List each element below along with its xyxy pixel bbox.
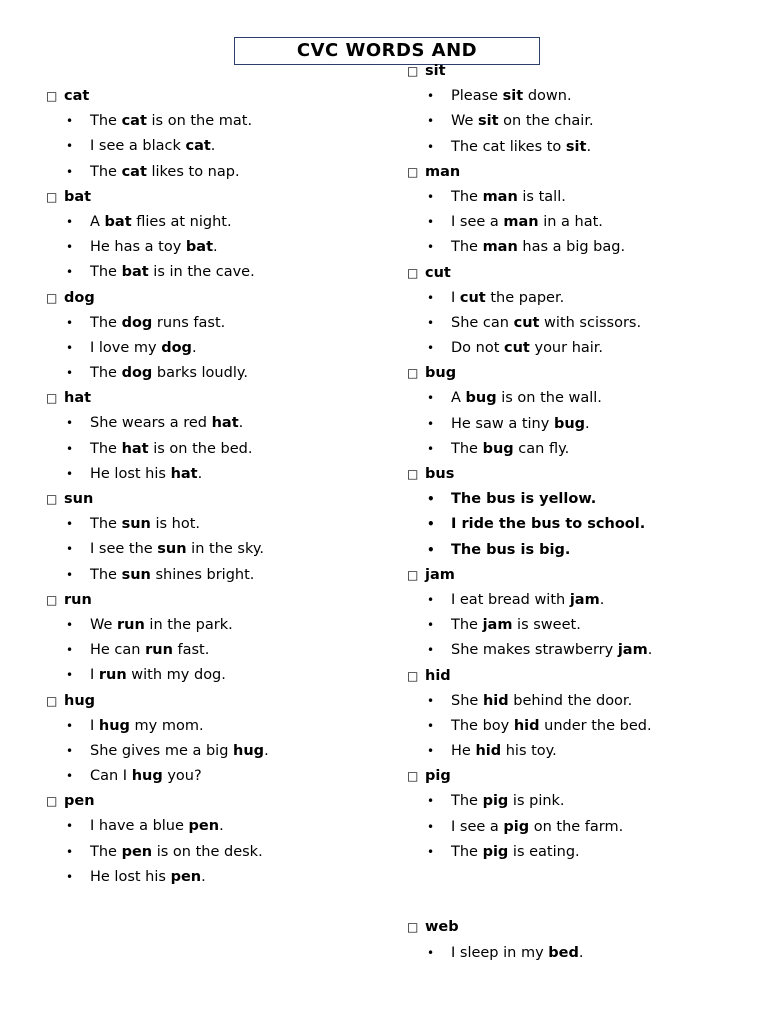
spacer (407, 867, 652, 892)
page-title: CVC WORDS AND (234, 37, 540, 65)
cvc-word: hat (64, 390, 92, 407)
checkbox-icon: □ (407, 265, 419, 280)
example-sentence (46, 615, 269, 640)
sentence-text: in the park. (144, 616, 233, 633)
cvc-word-heading (407, 917, 652, 942)
sentence-target-word: bed (548, 944, 579, 961)
sentence-text: barks loudly. (152, 365, 248, 382)
checkbox-icon: □ (46, 189, 58, 204)
cvc-word: dog (64, 289, 95, 306)
example-sentence (46, 716, 269, 741)
cvc-word: cut (425, 264, 451, 281)
sentence-text: on the farm. (529, 818, 624, 835)
sentence-text: is pink. (508, 793, 565, 810)
bullet-icon: • (66, 416, 74, 431)
sentence-text: behind the door. (508, 692, 633, 709)
sentence-text: Please (451, 88, 503, 105)
example-sentence (46, 842, 269, 867)
bullet-icon: • (427, 189, 435, 204)
bullet-icon: • (427, 492, 435, 507)
example-sentence (46, 539, 269, 564)
sentence-text: is tall. (517, 188, 566, 205)
sentence-target-word: pig (482, 843, 509, 860)
example-sentence (46, 439, 269, 464)
cvc-word: web (425, 919, 459, 936)
bullet-icon: • (66, 466, 74, 481)
cvc-word: bus (425, 466, 455, 482)
example-sentence (46, 816, 269, 841)
cvc-word: man (425, 163, 461, 180)
example-sentence (407, 313, 652, 338)
bullet-icon: • (427, 139, 435, 154)
sentence-text: with my dog. (126, 667, 226, 684)
sentence-text: runs fast. (152, 314, 226, 331)
example-sentence (407, 86, 652, 111)
cvc-word-heading (407, 363, 652, 388)
example-sentence (407, 111, 652, 136)
bullet-icon: • (66, 517, 74, 532)
sentence-target-word: cut (513, 314, 540, 331)
example-sentence (407, 439, 652, 464)
cvc-word-heading (46, 489, 269, 514)
example-sentence (46, 413, 269, 438)
bullet-icon: • (427, 290, 435, 305)
sentence-text: is hot. (150, 516, 201, 533)
sentence-text: . (599, 591, 605, 608)
bullet-icon: • (66, 214, 74, 229)
sentence-target-word: hug (98, 717, 130, 734)
sentence-target-word: pen (170, 868, 202, 885)
sentence-target-word: sit (502, 88, 524, 105)
example-sentence (46, 867, 269, 892)
sentence-text: is eating. (508, 843, 580, 860)
sentence-text: . (586, 138, 592, 155)
sentence-target-word: cat (121, 163, 147, 180)
example-sentence (407, 338, 652, 363)
checkbox-icon: □ (46, 794, 58, 809)
sentence-text: . (238, 415, 244, 432)
sentence-target-word: cat (185, 138, 211, 155)
bullet-icon: • (66, 114, 74, 129)
sentence-target-word: bat (185, 239, 214, 256)
sentence-text: shines bright. (150, 566, 255, 583)
example-sentence (46, 665, 269, 690)
sentence-target-word: hid (513, 717, 540, 734)
sentence-target-word: jam (569, 591, 600, 608)
bullet-icon: • (427, 643, 435, 658)
sentence-text: The boy (451, 717, 514, 734)
sentence-text: We (90, 616, 118, 633)
example-sentence (46, 514, 269, 539)
sentence-text: I see the (90, 541, 158, 558)
sentence-text: The (451, 617, 483, 634)
sentence-target-word: bug (465, 390, 497, 407)
checkbox-icon: □ (407, 366, 419, 381)
cvc-word-heading (407, 464, 652, 489)
cvc-word: bug (425, 365, 457, 382)
sentence-text: I see a (451, 214, 504, 231)
sentence-target-word: sit (565, 138, 587, 155)
bullet-icon: • (427, 341, 435, 356)
example-sentence (46, 136, 269, 161)
sentence-text: has a big bag. (517, 239, 626, 256)
bullet-icon: • (66, 769, 74, 784)
example-sentence (46, 162, 269, 187)
example-sentence (407, 615, 652, 640)
sentence-text: . (197, 465, 203, 482)
sentence-text: I (451, 289, 460, 306)
sentence-text: He lost his (90, 868, 171, 885)
sentence-text: is on the bed. (148, 440, 253, 457)
sentence-text: . (210, 138, 216, 155)
sentence-text: She gives me a big (90, 742, 234, 759)
example-sentence (407, 817, 652, 842)
sentence-target-word: pig (503, 818, 530, 835)
sentence-text: the paper. (485, 289, 565, 306)
example-sentence (407, 716, 652, 741)
bullet-icon: • (66, 164, 74, 179)
cvc-word: hid (425, 667, 451, 684)
bullet-icon: • (427, 441, 435, 456)
example-sentence (46, 338, 269, 363)
sentence-text: I ride the bus to school. (451, 516, 646, 533)
sentence-text: He (451, 743, 476, 760)
cvc-word-heading (46, 691, 269, 716)
example-sentence (407, 237, 652, 262)
sentence-text: He can (90, 642, 146, 659)
sentence-text: I (90, 667, 99, 684)
sentence-text: The (90, 516, 122, 533)
sentence-text: We (451, 113, 479, 130)
example-sentence (407, 187, 652, 212)
example-sentence (46, 212, 269, 237)
sentence-text: I (90, 717, 99, 734)
checkbox-icon: □ (46, 592, 58, 607)
sentence-text: The (451, 188, 483, 205)
bullet-icon: • (427, 114, 435, 129)
example-sentence (407, 842, 652, 867)
example-sentence (46, 741, 269, 766)
example-sentence (407, 590, 652, 615)
sentence-text: can fly. (513, 440, 570, 457)
bullet-icon: • (427, 215, 435, 230)
sentence-text: The cat likes to (451, 138, 566, 155)
right-word-list (407, 61, 652, 968)
cvc-word-heading (46, 86, 269, 111)
bullet-icon: • (66, 265, 74, 280)
sentence-text: I sleep in my (451, 944, 549, 961)
bullet-icon: • (66, 743, 74, 758)
bullet-icon: • (66, 869, 74, 884)
sentence-text: A (90, 213, 105, 230)
bullet-icon: • (427, 391, 435, 406)
sentence-text: The (90, 163, 122, 180)
sentence-text: The (90, 566, 122, 583)
cvc-word: pig (425, 768, 451, 785)
sentence-text: his toy. (501, 743, 557, 760)
checkbox-icon: □ (407, 668, 419, 683)
sentence-target-word: sun (157, 541, 187, 558)
cvc-word-heading (46, 288, 269, 313)
sentence-target-word: hat (170, 465, 198, 482)
sentence-text: I eat bread with (451, 591, 570, 608)
example-sentence (407, 540, 652, 565)
bullet-icon: • (66, 617, 74, 632)
sentence-text: The bus is big. (451, 541, 571, 558)
sentence-text: under the bed. (539, 717, 652, 734)
bullet-icon: • (427, 945, 435, 960)
sentence-text: . (264, 742, 269, 759)
example-sentence (407, 489, 652, 514)
example-sentence (407, 691, 652, 716)
sentence-text: The (90, 440, 122, 457)
sentence-text: is on the desk. (152, 843, 263, 860)
sentence-target-word: sun (121, 566, 151, 583)
sentence-text: . (191, 339, 197, 356)
sentence-text: in the sky. (186, 541, 264, 558)
example-sentence (46, 640, 269, 665)
sentence-target-word: hug (131, 768, 163, 785)
bullet-icon: • (66, 819, 74, 834)
sentence-target-word: jam (482, 617, 513, 634)
checkbox-icon: □ (407, 467, 419, 481)
sentence-text: She makes strawberry (451, 642, 618, 659)
sentence-target-word: man (482, 188, 518, 205)
bullet-icon: • (427, 718, 435, 733)
sentence-text: your hair. (529, 340, 604, 357)
sentence-text: The (451, 793, 483, 810)
bullet-icon: • (66, 844, 74, 859)
cvc-word-heading (46, 187, 269, 212)
sentence-target-word: cut (504, 340, 530, 357)
sentence-text: is on the wall. (496, 390, 602, 407)
sentence-target-word: pen (188, 818, 220, 835)
sentence-target-word: bug (553, 415, 586, 432)
sentence-text: He has a toy (90, 239, 186, 256)
sentence-text: She (451, 692, 483, 709)
bullet-icon: • (66, 567, 74, 582)
sentence-text: The (451, 440, 483, 457)
sentence-text: I have a blue (90, 818, 189, 835)
cvc-word: bat (64, 188, 92, 205)
bullet-icon: • (427, 592, 435, 607)
sentence-text: A (451, 390, 466, 407)
sentence-text: She can (451, 314, 514, 331)
bullet-icon: • (427, 89, 435, 104)
example-sentence (46, 111, 269, 136)
sentence-text: The (451, 239, 483, 256)
sentence-target-word: jam (617, 642, 648, 659)
example-sentence (407, 514, 652, 539)
cvc-word-heading (407, 61, 652, 86)
sentence-text: . (213, 239, 218, 256)
sentence-text: you? (162, 768, 202, 785)
example-sentence (46, 464, 269, 489)
bullet-icon: • (66, 340, 74, 355)
sentence-target-word: dog (121, 314, 153, 331)
checkbox-icon: □ (407, 567, 419, 582)
cvc-word-heading (407, 565, 652, 590)
cvc-word-heading (46, 388, 269, 413)
sentence-text: in a hat. (538, 214, 603, 231)
bullet-icon: • (66, 441, 74, 456)
sentence-target-word: bug (482, 440, 514, 457)
sentence-target-word: bat (121, 264, 149, 281)
checkbox-icon: □ (407, 64, 419, 78)
checkbox-icon: □ (407, 920, 419, 935)
sentence-text: The (90, 365, 122, 382)
example-sentence (407, 943, 652, 968)
cvc-word: cat (64, 88, 90, 104)
sentence-text: likes to nap. (146, 163, 240, 180)
sentence-text: is on the mat. (146, 113, 253, 130)
checkbox-icon: □ (46, 492, 58, 506)
example-sentence (407, 414, 652, 439)
cvc-word-heading (46, 791, 269, 816)
bullet-icon: • (66, 366, 74, 381)
checkbox-icon: □ (407, 164, 419, 179)
sentence-text: She wears a red (90, 415, 212, 432)
bullet-icon: • (66, 643, 74, 658)
bullet-icon: • (427, 315, 435, 330)
sentence-text: Do not (451, 340, 505, 357)
bullet-icon: • (427, 794, 435, 809)
bullet-icon: • (427, 693, 435, 708)
sentence-text: with scissors. (539, 314, 642, 331)
bullet-icon: • (427, 240, 435, 255)
bullet-icon: • (427, 517, 435, 532)
checkbox-icon: □ (46, 391, 58, 406)
sentence-target-word: pen (121, 843, 153, 860)
sentence-target-word: run (117, 616, 145, 633)
bullet-icon: • (427, 542, 435, 557)
bullet-icon: • (66, 668, 74, 683)
sentence-text: is in the cave. (148, 264, 255, 281)
sentence-target-word: run (98, 667, 127, 684)
example-sentence (407, 388, 652, 413)
sentence-text: flies at night. (131, 213, 232, 230)
sentence-text: Can I (90, 768, 132, 785)
left-word-list (46, 86, 269, 892)
cvc-word: hug (64, 692, 96, 709)
sentence-text: is sweet. (512, 617, 581, 634)
sentence-text: . (201, 868, 206, 885)
example-sentence (407, 288, 652, 313)
cvc-word: run (64, 591, 92, 608)
example-sentence (46, 237, 269, 262)
cvc-word-heading (407, 766, 652, 791)
checkbox-icon: □ (407, 769, 419, 784)
sentence-target-word: run (145, 642, 173, 659)
sentence-target-word: hug (233, 742, 265, 759)
example-sentence (407, 212, 652, 237)
bullet-icon: • (427, 844, 435, 859)
sentence-target-word: hat (121, 440, 149, 457)
cvc-word-heading (46, 590, 269, 615)
cvc-word: sit (425, 63, 446, 79)
bullet-icon: • (427, 819, 435, 834)
bullet-icon: • (66, 240, 74, 255)
sentence-target-word: pig (482, 793, 509, 810)
sentence-target-word: bat (104, 213, 132, 230)
sentence-target-word: hat (211, 415, 239, 432)
sentence-target-word: cut (459, 289, 486, 306)
sentence-text: on the chair. (498, 113, 594, 130)
bullet-icon: • (66, 718, 74, 733)
example-sentence (407, 137, 652, 162)
cvc-word-heading (407, 162, 652, 187)
example-sentence (46, 766, 269, 791)
sentence-text: The (90, 314, 122, 331)
sentence-text: I see a (451, 818, 504, 835)
sentence-target-word: hid (482, 692, 509, 709)
sentence-text: He lost his (90, 465, 171, 482)
bullet-icon: • (66, 139, 74, 154)
sentence-text: I love my (90, 339, 162, 356)
example-sentence (46, 262, 269, 287)
sentence-target-word: man (503, 214, 539, 231)
cvc-word: jam (425, 566, 455, 583)
sentence-text: . (647, 642, 653, 659)
sentence-text: . (578, 944, 584, 961)
example-sentence (407, 640, 652, 665)
sentence-text: The bus is yellow. (451, 491, 597, 508)
bullet-icon: • (427, 618, 435, 633)
sentence-text: my mom. (129, 717, 204, 734)
checkbox-icon: □ (46, 89, 58, 103)
sentence-target-word: dog (161, 339, 192, 356)
sentence-text: . (219, 818, 224, 835)
sentence-text: down. (523, 88, 572, 105)
sentence-target-word: man (482, 239, 518, 256)
cvc-word-heading (407, 263, 652, 288)
sentence-text: . (585, 415, 590, 432)
sentence-text: The (90, 843, 122, 860)
example-sentence (46, 565, 269, 590)
sentence-text: fast. (172, 642, 210, 659)
sentence-target-word: sit (478, 113, 499, 130)
cvc-word: sun (64, 491, 94, 507)
sentence-text: The (90, 113, 122, 130)
example-sentence (407, 741, 652, 766)
spacer (407, 892, 652, 917)
cvc-word: pen (64, 793, 95, 810)
sentence-text: I see a black (90, 138, 186, 155)
bullet-icon: • (427, 744, 435, 759)
sentence-text: He saw a tiny (451, 415, 554, 432)
bullet-icon: • (427, 416, 435, 431)
sentence-target-word: dog (121, 365, 153, 382)
example-sentence (46, 363, 269, 388)
sentence-target-word: sun (121, 516, 151, 533)
example-sentence (407, 791, 652, 816)
checkbox-icon: □ (46, 290, 58, 305)
example-sentence (46, 313, 269, 338)
sentence-target-word: cat (121, 113, 147, 130)
sentence-target-word: hid (475, 743, 502, 760)
bullet-icon: • (66, 542, 74, 557)
sentence-text: The (90, 264, 122, 281)
sentence-text: The (451, 843, 483, 860)
cvc-word-heading (407, 666, 652, 691)
bullet-icon: • (66, 315, 74, 330)
checkbox-icon: □ (46, 693, 58, 708)
